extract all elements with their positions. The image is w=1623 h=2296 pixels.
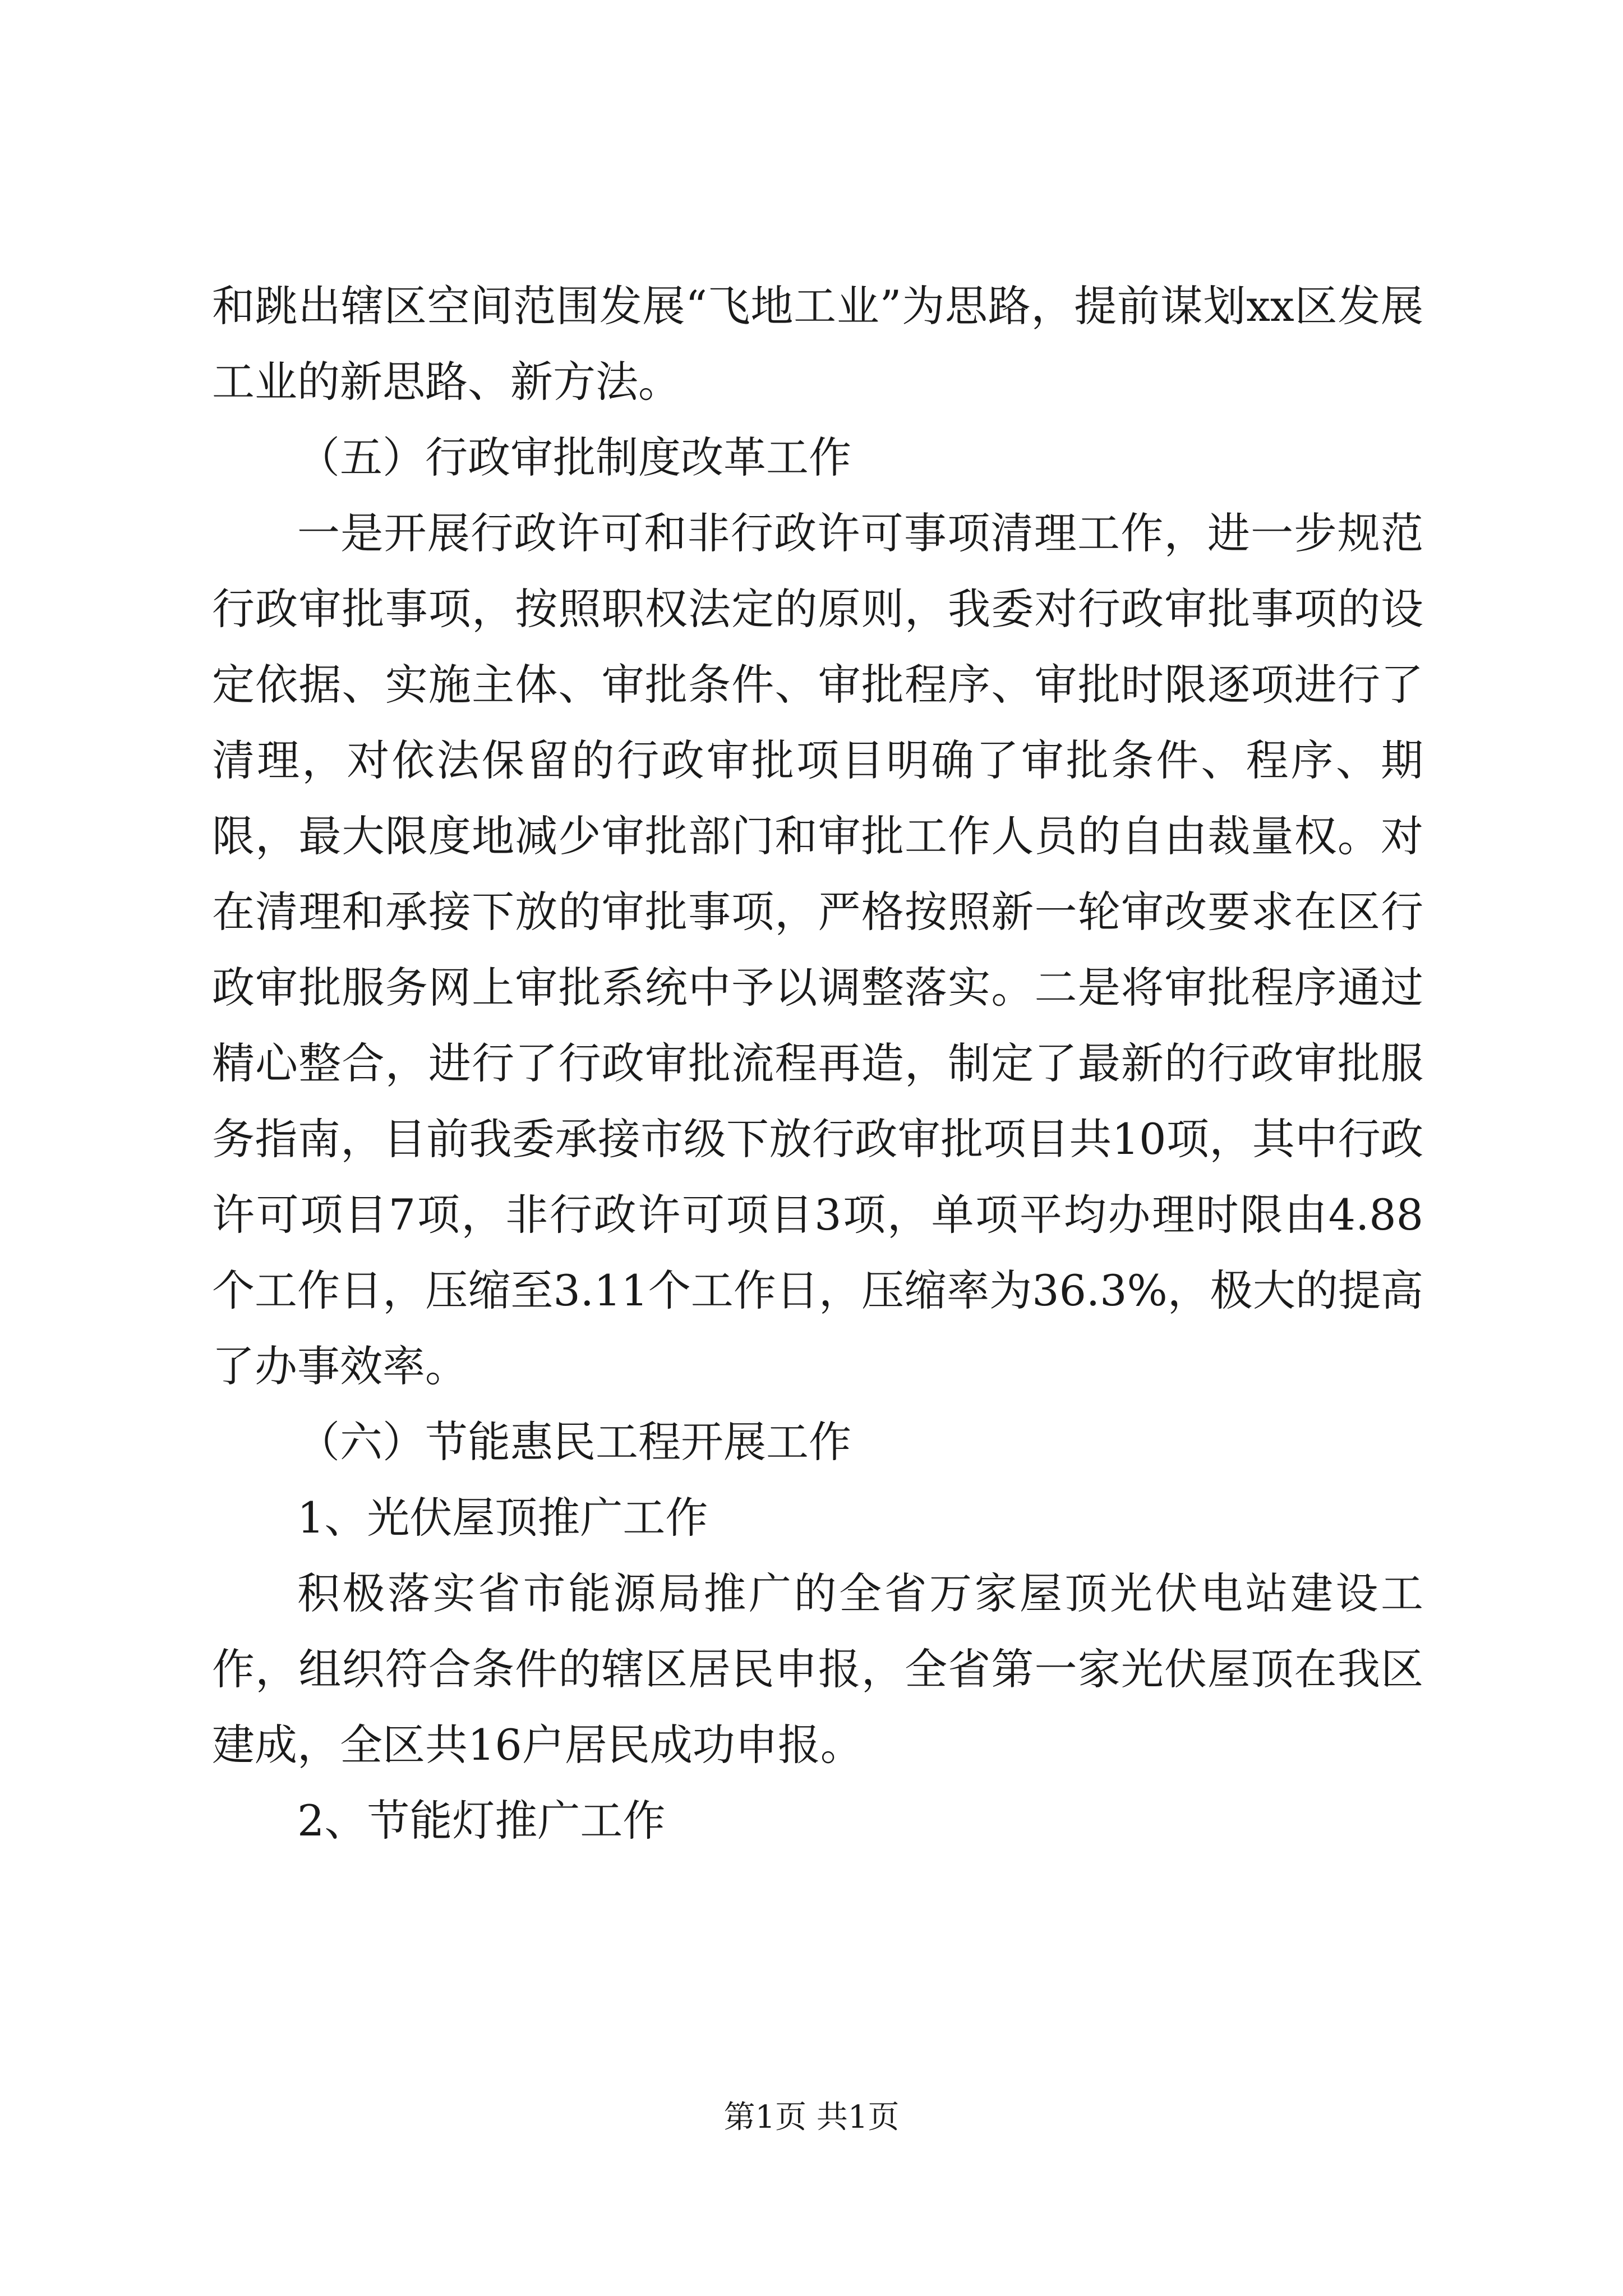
- subheading-energy-lamp: 2、节能灯推广工作: [297, 1796, 666, 1846]
- page-footer: 第1页 共1页: [723, 2099, 900, 2136]
- document-body: [212, 268, 1423, 1858]
- paragraph-solar-roof: 积极落实省市能源局推广的全省万家屋顶光伏电站建设工作，组织符合条件的辖区居民申报，全省第一家光伏屋顶在我区建成，全区共16户居民成功申报。: [212, 1568, 1423, 1770]
- paragraph-continuation: 和跳出辖区空间范围发展“飞地工业”为思路，提前谋划xx区发展工业的新思路、新方法。: [212, 281, 1423, 407]
- section-heading-6: （六）节能惠民工程开展工作: [297, 1417, 851, 1467]
- section-heading-5: （五）行政审批制度改革工作: [297, 432, 851, 482]
- subheading-solar-roof: 1、光伏屋顶推广工作: [297, 1493, 708, 1543]
- paragraph-admin-approval: 一是开展行政许可和非行政许可事项清理工作，进一步规范行政审批事项，按照职权法定的原则，我委对行政审批事项的设定依据、实施主体、审批条件、审批程序、审批时限逐项进行了清理，对依法保留的行政审批项目明确了审批条件、程序、期限，最大限度地减少审批部门和审批工作人员的自由裁量权。对在清理和承接下放的审批事项，严格按照新一轮审改要求在区行政审批服务网上审批系统中予以调整落实。二是将审批程序通过精心整合，进行了行政审批流程再造，制定了最新的行政审批服务指南，目前我委承接市级下放行政审批项目共10项，其中行政许可项目7项，非行政许可项目3项，单项平均办理时限由4.88个工作日，压缩至3.11个工作日，压缩率为36.3%，极大的提高了办事效率。: [212, 508, 1423, 1391]
